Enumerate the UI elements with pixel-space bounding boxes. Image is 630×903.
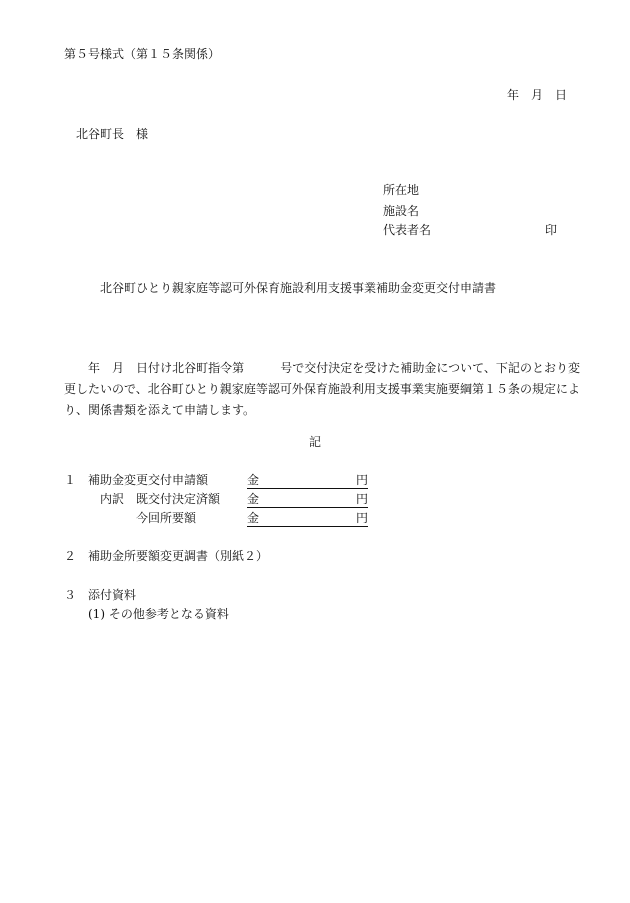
amount-prefix: 金 [247,492,260,506]
item1-sub2-label: 今回所要額 [136,511,197,525]
ki-heading: 記 [309,435,322,449]
date-line [507,89,567,101]
item2-label: 補助金所要額変更調書（別紙２） [88,549,269,563]
date-year: 年 [507,88,520,102]
form-number: 第５号様式（第１５条関係） [64,47,221,61]
item1-label: 補助金変更交付申請額 [88,473,209,487]
body-paragraph: 年 月 日付け北谷町指令第 号で交付決定を受けた補助金について、下記のとおり変更したいので、北谷町ひとり親家庭等認可外保育施設利用支援事業実施要綱第１５条の規定により、関係書類を添えて申請します。 [64,361,580,417]
amount-prefix: 金 [247,511,260,525]
amount-suffix: 円 [355,473,368,487]
date-month: 月 [531,88,544,102]
document-title: 北谷町ひとり親家庭等認可外保育施設利用支援事業補助金変更交付申請書 [100,281,497,295]
amount-field-decided [247,493,368,508]
addressee: 北谷町長 様 [76,127,149,141]
amount-prefix: 金 [247,473,260,487]
item2-number: ２ [64,549,77,563]
item1-sub1-label: 内訳 既交付決定済額 [100,492,221,506]
applicant-address-label: 所在地 [383,183,420,197]
item3-label: 添付資料 [88,588,137,602]
amount-suffix: 円 [355,492,368,506]
amount-suffix: 円 [355,511,368,525]
amount-field-current [247,512,368,527]
applicant-representative-label: 代表者名 [383,223,432,237]
seal-mark: 印 [545,223,558,237]
applicant-facility-label: 施設名 [383,204,420,218]
item1-number: １ [64,473,77,487]
item3-sub1: (1) その他参考となる資料 [88,607,229,621]
date-day: 日 [555,88,568,102]
item3-number: ３ [64,588,77,602]
amount-field-apply [247,474,368,489]
